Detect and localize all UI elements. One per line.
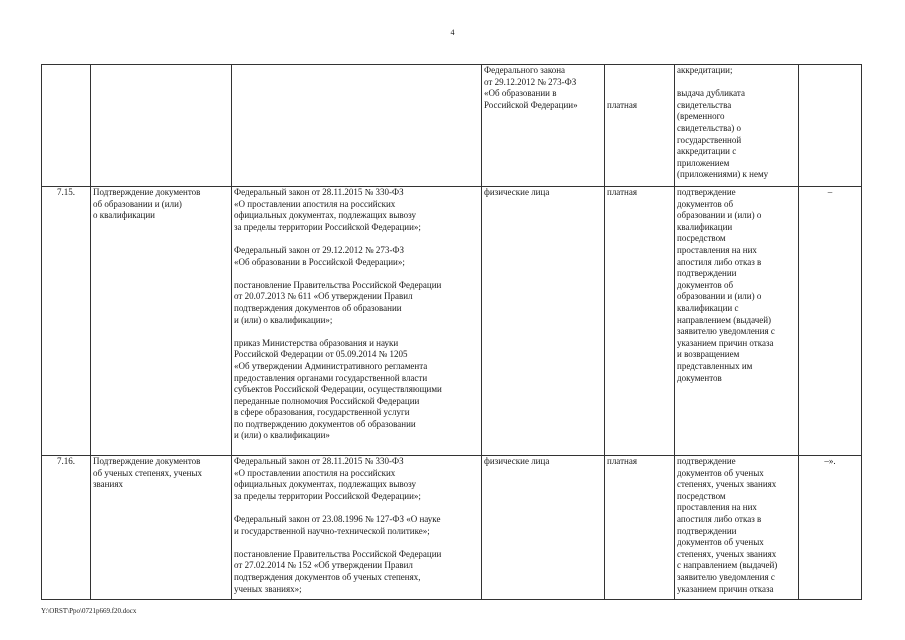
recipient-category: физические лица [482, 456, 605, 600]
table-row [42, 456, 862, 600]
row-note: –». [799, 456, 862, 600]
service-result: подтверждение документов об образовании и (или) о квалификации посредством проставления на них апостиля либо отказ в подтверждении документов об образовании и (или) о квалификации с направлением (выдачей) заявителю уведомления с указанием причин отказа и возвращением представленных им документов [675, 187, 799, 456]
legal-item: Федеральный закон от 28.11.2015 № 330-ФЗ «О проставлении апостиля на российских официальных документах, подлежащих вывозу за пределы территории Российской Федерации»; [234, 456, 421, 501]
legal-item: Федеральный закон от 23.08.1996 № 127-ФЗ «О науке и государственной научно-технической политике»; [234, 513, 441, 536]
recipient-category: Федерального закона от 29.12.2012 № 273-ФЗ «Об образовании в Российской Федерации» [482, 65, 605, 187]
recipient-category: физические лица [482, 187, 605, 456]
row-number: 7.15. [42, 187, 91, 456]
services-table [41, 64, 862, 600]
payment-type: платная [605, 456, 675, 600]
payment-type: платная [605, 187, 675, 456]
page-number: 4 [450, 28, 455, 37]
legal-basis [232, 65, 482, 187]
service-name: Подтверждение документов об образовании и (или) о квалификации [91, 187, 232, 456]
service-name: Подтверждение документов об ученых степенях, ученых званиях [91, 456, 232, 600]
row-number [42, 65, 91, 187]
legal-basis [232, 187, 482, 456]
legal-basis [232, 456, 482, 600]
legal-item: приказ Министерства образования и науки Российской Федерации от 05.09.2014 № 1205 «Об утверждении Административного регламента предоставления органами государственной власти субъектов Российской Федерации, осуществляющими переданные полномочия Российской Федерации в сфере образования, государственной услуги по подтверждению документов об образовании и (или) о квалификации» [234, 337, 442, 441]
row-note: – [799, 187, 862, 456]
service-result: подтверждение документов об ученых степенях, ученых званиях посредством проставления на них апостиля либо отказ в подтверждении документов об ученых степенях, ученых званиях с направлением (выдачей) заявителю уведомления с указанием причин отказа [675, 456, 799, 600]
table-row [42, 187, 862, 456]
payment-type: платная [605, 65, 675, 187]
service-name [91, 65, 232, 187]
footer-file-path: Y:\ORST\Ppo\0721p669.f20.docx [41, 607, 137, 615]
table-row [42, 65, 862, 187]
legal-item: Федеральный закон от 29.12.2012 № 273-ФЗ «Об образовании в Российской Федерации»; [234, 244, 405, 267]
row-number: 7.16. [42, 456, 91, 600]
legal-item: Федеральный закон от 28.11.2015 № 330-ФЗ «О проставлении апостиля на российских официальных документах, подлежащих вывозу за пределы территории Российской Федерации»; [234, 187, 421, 232]
legal-item: постановление Правительства Российской Федерации от 27.02.2014 № 152 «Об утверждении Правил подтверждения документов об ученых степенях, ученых званиях»; [234, 548, 442, 594]
service-result: аккредитации; выдача дубликата свидетельства (временного свидетельства) о государственной аккредитации с приложением (приложениями) к нему [675, 65, 799, 187]
row-note [799, 65, 862, 187]
legal-item: постановление Правительства Российской Федерации от 20.07.2013 № 611 «Об утверждении Правил подтверждения документов об образовании и (или) о квалификации»; [234, 279, 442, 325]
